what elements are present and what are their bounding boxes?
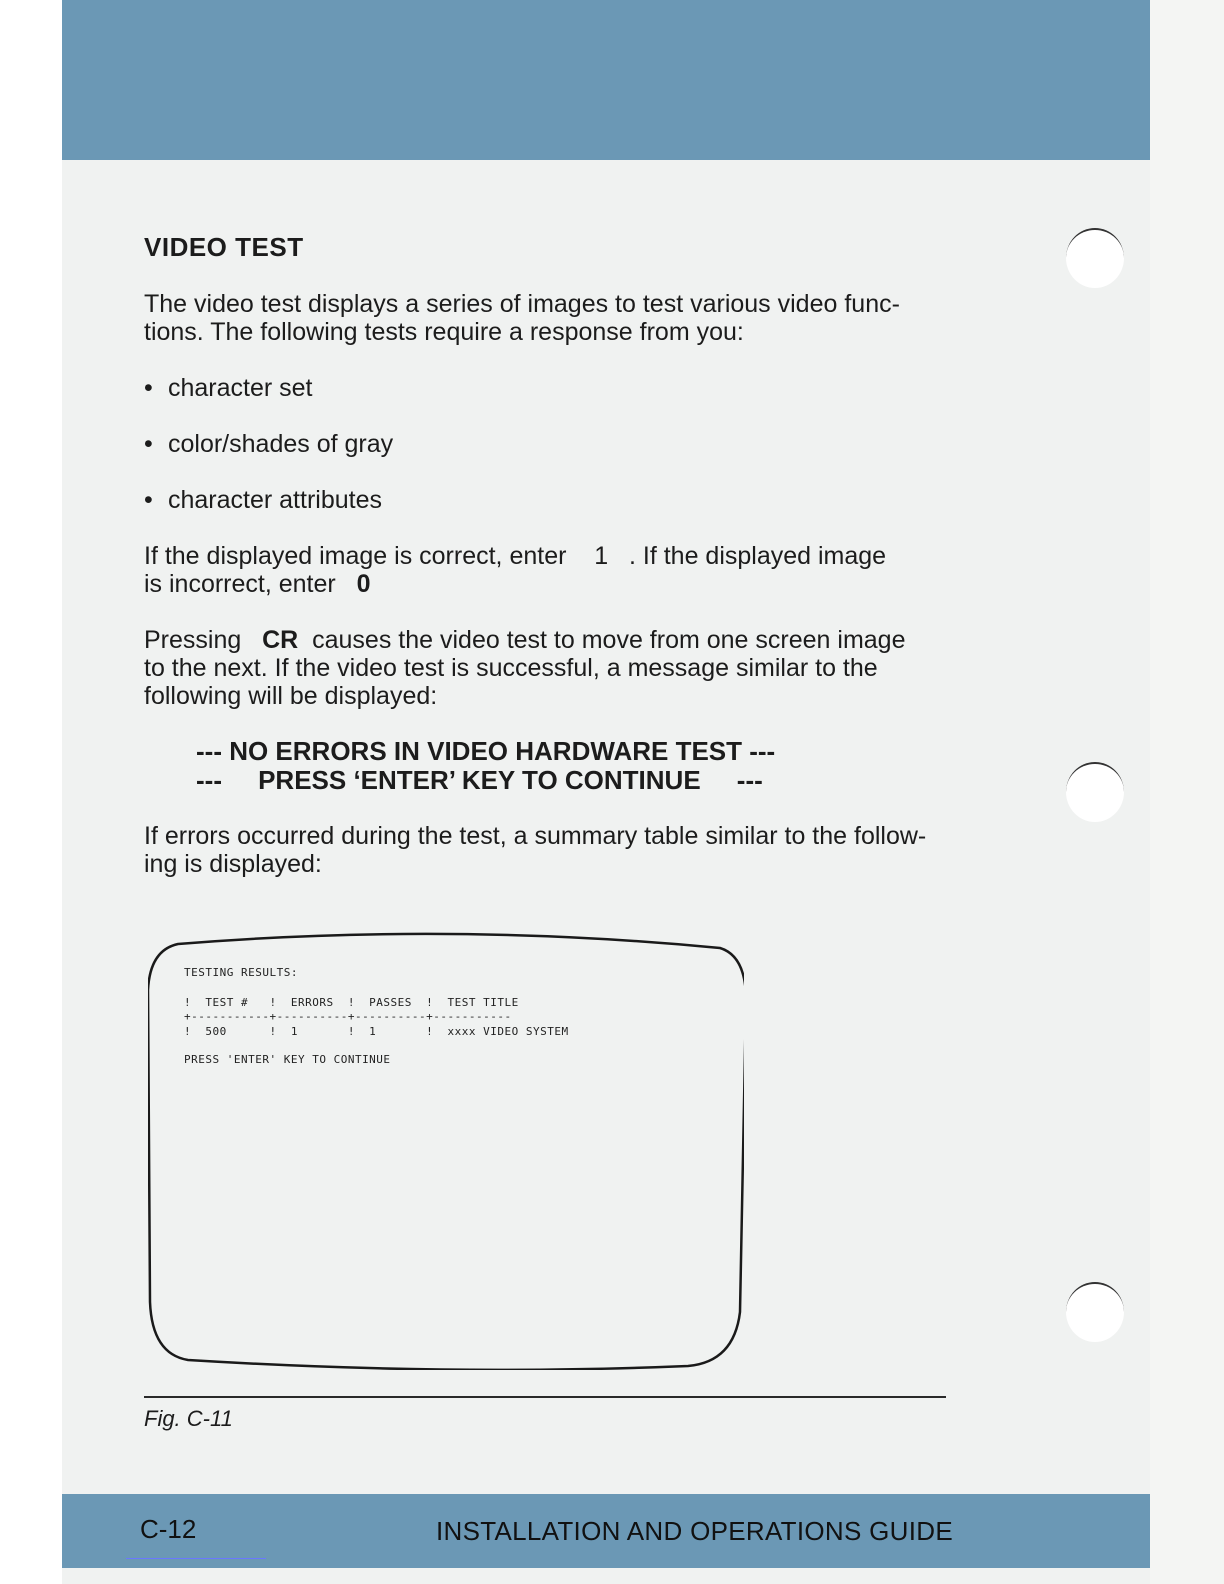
- cr-line-2: to the next. If the video test is successful, a message similar to the: [144, 654, 878, 682]
- cr-text: causes the video test to move from one screen image: [312, 626, 906, 654]
- bullet-text: character set: [168, 374, 313, 402]
- figure-caption: Fig. C-11: [144, 1406, 233, 1431]
- success-message-line-2: --- PRESS ‘ENTER’ KEY TO CONTINUE ---: [196, 765, 763, 795]
- success-message-line-1: --- NO ERRORS IN VIDEO HARDWARE TEST ---: [196, 736, 776, 766]
- link-underline: [126, 1558, 266, 1559]
- bullet-dot: •: [144, 486, 153, 514]
- errors-paragraph: [144, 822, 944, 878]
- bullet-item: [144, 486, 382, 515]
- response-text: If the displayed image is correct, enter: [144, 542, 567, 570]
- key-1: 1: [594, 542, 609, 570]
- page-margin: [0, 0, 62, 1584]
- bullet-item: [144, 374, 313, 403]
- response-paragraph: [144, 542, 944, 598]
- terminal-table-header: ! TEST # ! ERRORS ! PASSES ! TEST TITLE: [184, 996, 519, 1009]
- key-0: 0: [356, 570, 371, 598]
- section-heading: VIDEO TEST: [144, 232, 304, 262]
- cr-paragraph: [144, 626, 944, 710]
- guide-title: INSTALLATION AND OPERATIONS GUIDE: [436, 1516, 953, 1546]
- response-text: . If the displayed image: [628, 542, 887, 570]
- terminal-table-row: ! 500 ! 1 ! 1 ! xxxx VIDEO SYSTEM: [184, 1025, 569, 1038]
- terminal-footer: PRESS 'ENTER' KEY TO CONTINUE: [184, 1053, 391, 1066]
- binder-hole-top: [1066, 228, 1124, 288]
- binder-hole-middle: [1066, 762, 1124, 822]
- intro-paragraph: [144, 290, 944, 346]
- errors-line-2: ing is displayed:: [144, 850, 322, 878]
- bullet-item: [144, 430, 393, 459]
- cr-line-3: following will be displayed:: [144, 682, 438, 710]
- header-band: [62, 0, 1150, 160]
- bullet-text: character attributes: [168, 486, 382, 514]
- cr-text: Pressing: [144, 626, 242, 654]
- response-line-1: [144, 542, 944, 570]
- terminal-table-divider: +-----------+----------+----------+-----------: [184, 1010, 512, 1023]
- intro-line-2: tions. The following tests require a response from you:: [144, 318, 744, 346]
- page-number: C-12: [140, 1514, 197, 1544]
- bullet-dot: •: [144, 374, 153, 402]
- response-line-2: [144, 570, 944, 598]
- figure-rule: [144, 1396, 946, 1398]
- response-text: is incorrect, enter: [144, 570, 336, 598]
- terminal-title: TESTING RESULTS:: [184, 966, 298, 979]
- bullet-text: color/shades of gray: [168, 430, 394, 458]
- key-cr: CR: [262, 626, 299, 654]
- cr-line-1: [144, 626, 944, 654]
- intro-line-1: The video test displays a series of images to test various video func-: [144, 290, 900, 318]
- binder-hole-bottom: [1066, 1282, 1124, 1342]
- bullet-dot: •: [144, 430, 153, 458]
- errors-line-1: If errors occurred during the test, a summary table similar to the follow-: [144, 822, 927, 850]
